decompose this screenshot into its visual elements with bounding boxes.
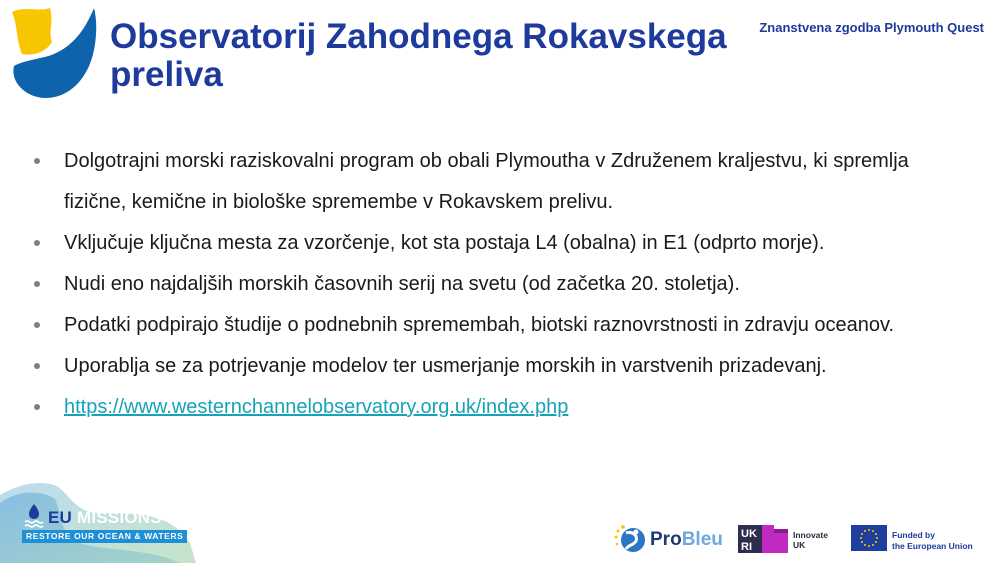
bullet-text: Podatki podpirajo študije o podnebnih spremembah, biotski raznovrstnosti in zdravju oceanov.: [64, 314, 895, 336]
bullet-item: [32, 223, 952, 264]
ukri-icon: [738, 524, 790, 554]
bullet-list: [32, 141, 952, 428]
bullet-item-link: [32, 387, 952, 428]
innovate-uk-logo: [738, 524, 848, 554]
eu-missions-title: EU MISSIONS: [48, 508, 162, 527]
plymouth-quest-logo: [2, 2, 100, 102]
bullet-dot-icon: [34, 158, 40, 164]
bullet-item: [32, 264, 952, 305]
bullet-dot-icon: [34, 281, 40, 287]
probleu-logo: [612, 523, 722, 555]
eu-missions-logo: [0, 473, 200, 563]
bullet-dot-icon: [34, 322, 40, 328]
bullet-text: Vključuje ključna mesta za vzorčenje, kot sta postaja L4 (obalna) in E1 (odprto morje).: [64, 232, 825, 254]
bullet-dot-icon: [34, 363, 40, 369]
svg-text:RI: RI: [741, 541, 752, 553]
bullet-dot-icon: [34, 404, 40, 410]
observatory-link[interactable]: https://www.westernchannelobservatory.org.uk/index.php: [64, 396, 569, 418]
bullet-item: [32, 346, 952, 387]
probleu-swirl-icon: [612, 523, 648, 555]
page-title: Observatorij Zahodnega Rokavskega preliva: [110, 17, 727, 94]
eu-flag-icon: [851, 525, 887, 551]
bullet-dot-icon: [34, 240, 40, 246]
bullet-item: [32, 141, 952, 223]
bullet-text: Nudi eno najdaljših morskih časovnih serij na svetu (od začetka 20. stoletja).: [64, 273, 740, 295]
probleu-wordmark: ProBleu: [650, 529, 723, 550]
bullet-text: Uporablja se za potrjevanje modelov ter usmerjanje morskih in varstvenih prizadevanj.: [64, 355, 827, 377]
water-drop-icon: [24, 503, 44, 529]
series-tag: Znanstvena zgodba Plymouth Quest: [759, 20, 984, 35]
svg-text:UK: UK: [741, 528, 757, 540]
eu-funded-text: Funded by the European Union: [892, 530, 973, 551]
innovate-uk-text: Innovate UK: [793, 530, 828, 550]
bullet-text: Dolgotrajni morski raziskovalni program ob obali Plymoutha v Združenem kraljestvu, ki spremlja fizične, kemične in biološke spremembe v Rokavskem prelivu.: [64, 150, 909, 213]
eu-funded-logo: [851, 525, 1000, 555]
bullet-item: [32, 305, 952, 346]
eu-missions-subtitle: RESTORE OUR OCEAN & WATERS: [22, 530, 187, 543]
logo-icon: [2, 2, 100, 102]
